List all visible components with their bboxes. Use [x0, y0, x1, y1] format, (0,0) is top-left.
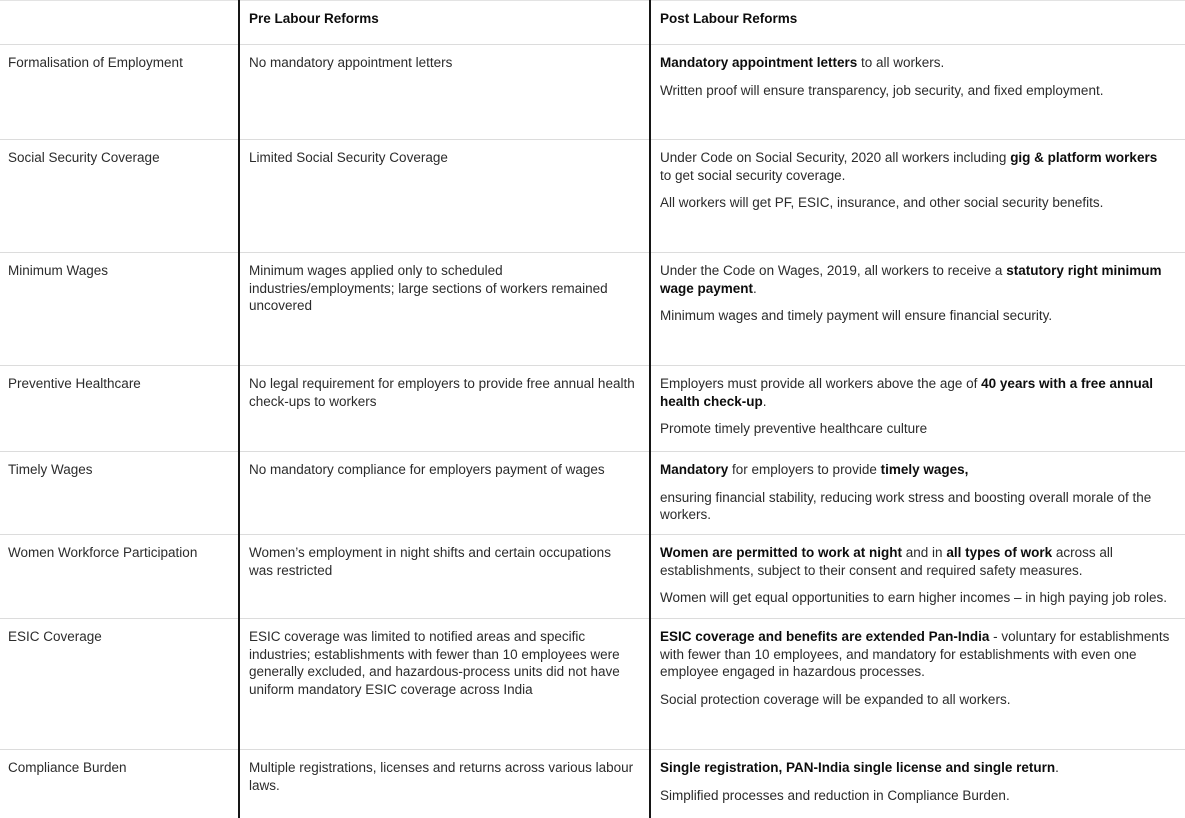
text-run: All workers will get PF, ESIC, insurance, and other social security benefits.	[660, 195, 1104, 210]
paragraph	[660, 787, 1171, 805]
paragraph	[249, 544, 635, 579]
text-run: .	[1055, 760, 1059, 775]
post-reform-cell	[650, 366, 1185, 452]
header-post-labour-reforms: Post Labour Reforms	[650, 1, 1185, 45]
bold-text-run: gig & platform workers	[1010, 150, 1158, 165]
table-row	[0, 45, 1185, 140]
text-run: across all establishments, subject to their consent and required safety measures.	[660, 545, 1113, 578]
table-row	[0, 535, 1185, 619]
text-run: Social Security Coverage	[8, 150, 160, 165]
post-reform-cell	[650, 140, 1185, 253]
text-run: Under Code on Social Security, 2020 all workers including	[660, 150, 1011, 165]
text-run: ensuring financial stability, reducing work stress and boosting overall morale of the workers.	[660, 489, 1152, 522]
text-run: Multiple registrations, licenses and returns across various labour laws.	[249, 760, 634, 793]
text-run: Women will get equal opportunities to earn higher incomes – in high paying job roles.	[660, 590, 1168, 605]
bold-text-run: all types of work	[946, 545, 1053, 560]
topic-cell	[0, 452, 239, 535]
topic-cell	[0, 366, 239, 452]
paragraph	[8, 759, 224, 777]
paragraph	[8, 149, 224, 167]
text-run: to get social security coverage.	[660, 167, 846, 183]
table-row	[0, 366, 1185, 452]
bold-text-run: Women are permitted to work at night	[660, 545, 903, 560]
post-reform-cell	[650, 619, 1185, 750]
paragraph	[660, 82, 1171, 100]
post-reform-cell	[650, 452, 1185, 535]
text-run: Under the Code on Wages, 2019, all workers to receive a	[660, 263, 1007, 278]
text-run: Minimum Wages	[8, 263, 109, 278]
table-body	[0, 45, 1185, 818]
paragraph	[8, 544, 224, 562]
paragraph	[8, 375, 224, 393]
paragraph	[249, 628, 635, 698]
table-header	[0, 1, 1185, 45]
topic-cell	[0, 750, 239, 818]
paragraph	[660, 759, 1171, 777]
pre-reform-cell	[239, 452, 650, 535]
topic-cell	[0, 619, 239, 750]
text-run: - voluntary for establishments with fewer than 10 employees, and mandatory for establishments with even one employee engaged in hazardous processes.	[660, 629, 1170, 679]
paragraph	[249, 149, 635, 167]
paragraph	[249, 759, 635, 794]
text-run: ESIC coverage was limited to notified areas and specific industries; establishments with fewer than 10 employees were generally excluded, and hazardous-process units did not have uniform mandatory ESIC coverage across India	[249, 629, 620, 697]
text-run: No mandatory compliance for employers payment of wages	[249, 462, 605, 477]
text-run: for employers to provide	[728, 462, 881, 477]
bold-text-run: statutory right minimum wage payment	[660, 263, 1162, 296]
text-run: to all workers.	[857, 55, 945, 70]
text-run: Simplified processes and reduction in Compliance Burden.	[660, 787, 1010, 803]
paragraph	[660, 54, 1171, 72]
paragraph	[8, 262, 224, 280]
table-row	[0, 619, 1185, 750]
post-reform-cell	[650, 253, 1185, 366]
header-topic	[0, 1, 239, 45]
paragraph	[249, 262, 635, 315]
paragraph	[660, 544, 1171, 579]
text-run: Limited Social Security Coverage	[249, 150, 448, 165]
text-run: Social protection coverage will be expanded to all workers.	[660, 691, 1011, 707]
paragraph	[660, 149, 1171, 184]
text-run: Minimum wages and timely payment will ensure financial security.	[660, 308, 1053, 323]
text-run: Minimum wages applied only to scheduled industries/employments; large sections of workers remained uncovered	[249, 263, 608, 313]
text-run: .	[762, 393, 767, 409]
text-run: Employers must provide all workers above the age of	[660, 376, 982, 391]
pre-reform-cell	[239, 535, 650, 619]
bold-text-run: ESIC coverage and benefits are extended Pan-India	[660, 629, 990, 644]
bold-text-run: 40 years with a free annual health check-up	[660, 376, 1153, 409]
text-run: Compliance Burden	[8, 760, 127, 775]
paragraph	[660, 489, 1171, 524]
header-row	[0, 1, 1185, 45]
table-row	[0, 140, 1185, 253]
paragraph	[660, 691, 1171, 709]
paragraph	[660, 461, 1171, 479]
bold-text-run: Mandatory	[660, 462, 729, 477]
post-reform-cell	[650, 535, 1185, 619]
table-row	[0, 253, 1185, 366]
paragraph	[660, 589, 1171, 607]
pre-reform-cell	[239, 253, 650, 366]
text-run: and in	[902, 545, 947, 560]
paragraph	[660, 628, 1171, 681]
text-run: Formalisation of Employment	[8, 55, 183, 70]
paragraph	[660, 262, 1171, 297]
paragraph	[249, 461, 635, 479]
topic-cell	[0, 535, 239, 619]
text-run: Written proof will ensure transparency, job security, and fixed employment.	[660, 82, 1104, 98]
text-run: Women Workforce Participation	[8, 545, 198, 560]
pre-reform-cell	[239, 750, 650, 818]
post-reform-cell	[650, 45, 1185, 140]
paragraph	[660, 307, 1171, 325]
topic-cell	[0, 45, 239, 140]
table-row	[0, 750, 1185, 818]
text-run: Women’s employment in night shifts and certain occupations was restricted	[249, 545, 611, 578]
text-run: ESIC Coverage	[8, 629, 102, 644]
table-row	[0, 452, 1185, 535]
bold-text-run: Mandatory appointment letters	[660, 55, 858, 70]
paragraph	[660, 420, 1171, 438]
paragraph	[249, 54, 635, 72]
post-reform-cell	[650, 750, 1185, 818]
topic-cell	[0, 253, 239, 366]
text-run: Timely Wages	[8, 462, 93, 477]
text-run: Promote timely preventive healthcare culture	[660, 421, 928, 436]
pre-reform-cell	[239, 140, 650, 253]
paragraph	[660, 194, 1171, 212]
bold-text-run: timely wages,	[880, 462, 969, 477]
pre-reform-cell	[239, 366, 650, 452]
text-run: Preventive Healthcare	[8, 376, 141, 391]
topic-cell	[0, 140, 239, 253]
pre-reform-cell	[239, 45, 650, 140]
paragraph	[8, 461, 224, 479]
header-pre-labour-reforms: Pre Labour Reforms	[239, 1, 650, 45]
paragraph	[660, 375, 1171, 410]
pre-reform-cell	[239, 619, 650, 750]
paragraph	[249, 375, 635, 410]
text-run: .	[753, 280, 757, 296]
bold-text-run: Single registration, PAN-India single license and single return	[660, 760, 1056, 775]
text-run: No legal requirement for employers to provide free annual health check-ups to workers	[249, 376, 635, 409]
text-run: No mandatory appointment letters	[249, 55, 453, 70]
paragraph	[8, 628, 224, 646]
paragraph	[8, 54, 224, 72]
